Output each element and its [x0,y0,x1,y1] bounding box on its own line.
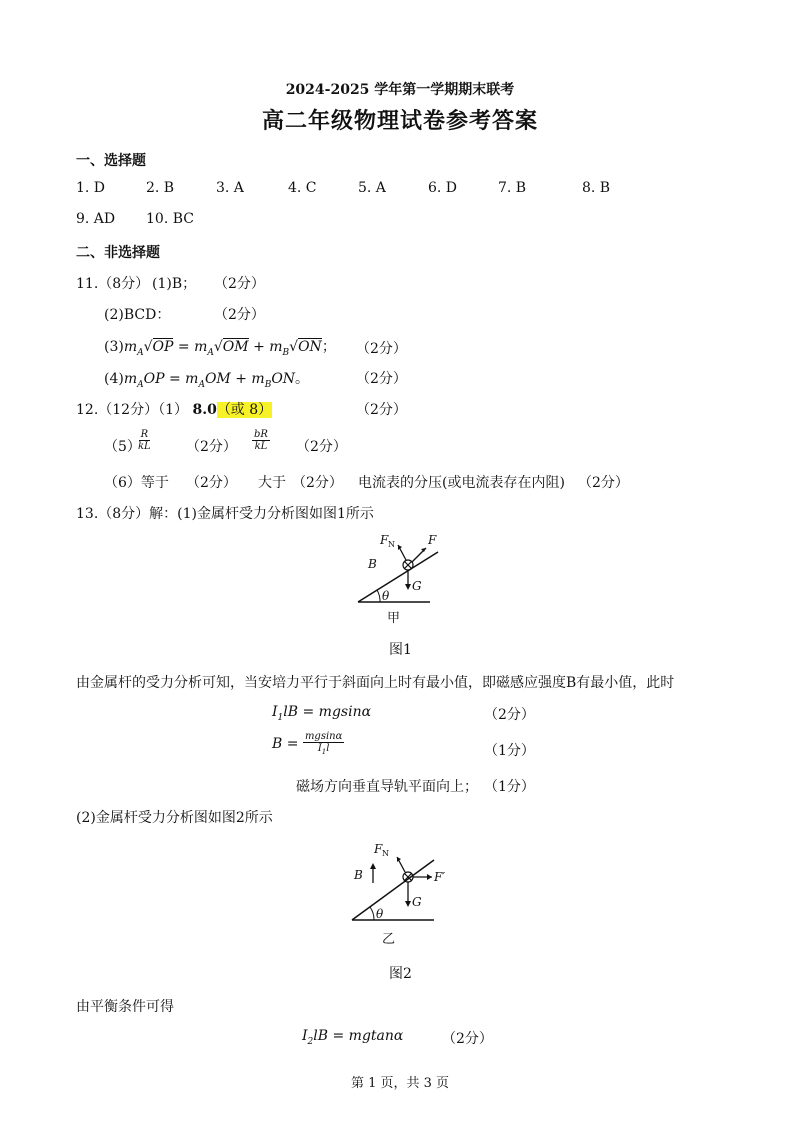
exam-subtitle: 2024-2025 学年第一学期期末联考 [285,82,515,98]
q11-part1-score: （2分） [214,276,265,292]
svg-text:N: N [388,540,395,549]
q11-part2: (2)BCD： [104,307,171,323]
q12-part5-fraction1: $\frac{R}{kL}$ [138,429,151,452]
q12-value-alt: （或 8） [216,402,273,418]
q13-eq3-score: （2分） [442,1031,493,1047]
fig2-sub-label: 乙 [382,932,396,947]
q12-label-text: 12.（12分）（1） [76,402,188,418]
q13-equation-3: $I_2lB = mgtan\alpha$ [302,1028,404,1047]
answer-2: 2. B [146,180,175,196]
q11-part4-score: （2分） [356,371,407,387]
q11-part3-equation: $(3)m_A√OP = m_A√OM + m_B√ON$； [104,339,336,358]
q13-eq2-score: （1分） [484,743,535,759]
q12-part6-score3: （2分） [578,475,629,491]
q12-part6-text2: 大于 [258,475,286,491]
q12-part5-score2: （2分） [296,439,347,455]
q13-direction: 磁场方向垂直导轨平面向上； [296,779,478,795]
page-title: 高二年级物理试卷参考答案 [261,108,538,134]
answer-5: 5. A [358,180,386,196]
q12-part5-label: （5） [104,439,141,455]
q12-value: 8.0 [192,402,217,418]
svg-text:F: F [380,533,389,547]
fig1-sub-label: 甲 [387,611,401,626]
section-heading-choice: 一、选择题 [76,153,146,169]
q13-label: 13.（8分）解：(1)金属杆受力分析图如图1所示 [76,506,374,522]
answer-4: 4. C [288,180,317,196]
svg-text:θ: θ [382,589,390,603]
q13-balance: 由平衡条件可得 [76,999,174,1015]
svg-text:G: G [412,579,422,593]
q11-part2-score: （2分） [214,307,265,323]
svg-text:θ: θ [376,907,384,921]
q12-part1-score: （2分） [356,402,407,418]
q13-equation-2: B = $\frac{mgsin\alpha}{I_1l}$ [272,731,343,756]
q11-part1: (1)B； [152,276,197,292]
q13-analysis: 由金属杆的受力分析可知，当安培力平行于斜面向上时有最小值，即磁感应强度B有最小值，此时 [76,675,675,691]
answer-3: 3. A [216,180,244,196]
answer-1: 1. D [76,180,106,196]
q13-direction-score: （1分） [484,779,535,795]
q13-eq1-score: （2分） [484,707,535,723]
q13-equation-1: $I_1lB = mgsin\alpha$ [272,704,372,723]
q12-part6-score2: （2分） [292,475,343,491]
section-heading-nonchoice: 二、非选择题 [76,245,160,261]
q11-part3-score: （2分） [356,341,407,357]
svg-text:F: F [428,533,437,547]
q12-part5-fraction2: $\frac{bR}{kL}$ [254,429,268,452]
q13-part2: (2)金属杆受力分析图如图2所示 [76,810,273,826]
svg-text:B: B [354,868,363,882]
answer-7: 7. B [498,180,527,196]
q12-label [76,399,272,419]
figure-2-caption: 图2 [389,966,412,982]
svg-text:B: B [368,557,377,571]
answer-6: 6. D [428,180,458,196]
force-diagram-2 [340,835,460,950]
force-diagram-1 [350,530,450,630]
q11-label: 11.（8分） [76,276,150,292]
q12-part6-text3: 电流表的分压(或电流表存在内阻) [358,475,565,491]
answer-10: 10. BC [146,211,194,227]
q12-part6-label: （6）等于 [104,475,169,491]
answer-8: 8. B [582,180,611,196]
page-footer: 第 1 页，共 3 页 [350,1076,450,1091]
q12-part5-score1: （2分） [186,439,237,455]
q11-part4-equation: $(4)m_AOP = m_AOM + m_BON$。 [104,371,310,390]
figure-1-caption: 图1 [389,642,412,658]
svg-text:F: F [374,842,383,856]
answer-9: 9. AD [76,211,116,227]
svg-text:G: G [412,895,422,909]
q12-part6-score1: （2分） [186,475,237,491]
svg-text:N: N [382,849,389,858]
svg-text:F′: F′ [434,870,446,884]
